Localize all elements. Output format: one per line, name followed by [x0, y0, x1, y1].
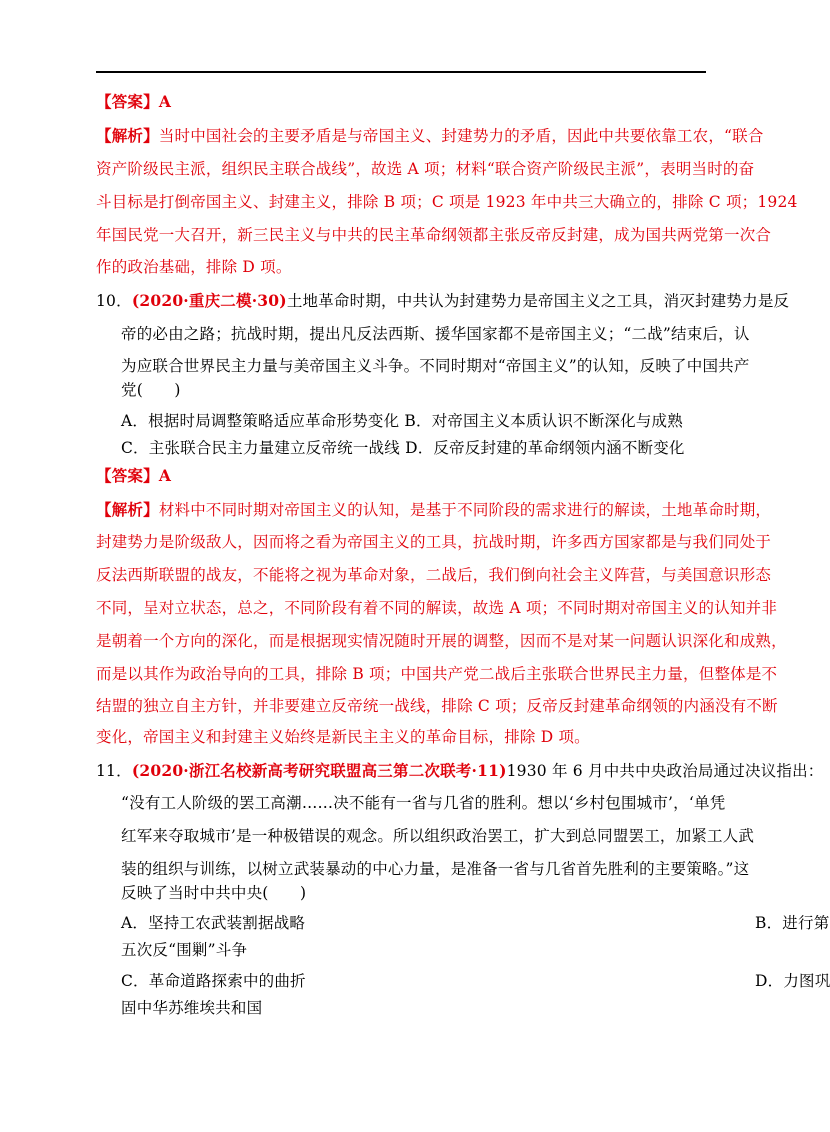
option-c: C．革命道路探索中的曲折: [121, 972, 306, 990]
q11-stem-line: 红军来夺取城市’是一种极错误的观念。所以组织政治罢工，扩大到总同盟罢工，加紧工人武: [121, 827, 755, 845]
q11-stem-line: 11．(2020·浙江名校新高考研究联盟高三第二次联考·11)1930 年 6 月中共中央政治局通过决议指出：: [96, 761, 824, 780]
q10-stem-line: 为应联合世界民主力量与美帝国主义斗争。不同时期对“帝国主义”的认知，反映了中国共产: [121, 357, 750, 375]
question-source: (2020·浙江名校新高考研究联盟高三第二次联考·11): [131, 761, 507, 780]
question-number: 11．: [96, 762, 132, 780]
q11-stem-line: 装的组织与训练，以树立武装暴动的中心力量，是准备一省与几省首先胜利的主要策略。”这: [121, 860, 750, 878]
option-a: A．坚持工农武装割据战略: [121, 914, 306, 932]
q10-analysis-line: 而是以其作为政治导向的工具，排除 B 项；中国共产党二战后主张联合世界民主力量，但整体是不: [96, 665, 778, 683]
q11-stem-line: 反映了当时中共中央( ): [121, 884, 307, 902]
q10-stem-line: 帝的必由之路；抗战时期，提出凡反法西斯、援华国家都不是帝国主义；“二战”结束后，认: [121, 325, 750, 343]
header-rule: [96, 71, 706, 73]
question-number: 10．: [96, 292, 132, 310]
answer-label: 【答案】: [96, 466, 159, 485]
q10-analysis-line: 是朝着一个方向的深化，而是根据现实情况随时开展的调整，因而不是对某一问题认识深化和成熟，: [96, 632, 787, 650]
option-b: B．进行第: [755, 914, 830, 932]
q11-option-d-cont: 固中华苏维埃共和国: [121, 999, 263, 1017]
q10-options-ab: A．根据时局调整策略适应革命形势变化 B．对帝国主义本质认识不断深化与成熟: [121, 412, 683, 430]
q10-options-cd: C．主张联合民主力量建立反帝统一战线 D．反帝反封建的革命纲领内涵不断变化: [121, 439, 685, 457]
q9-answer: [96, 92, 708, 112]
q11-option-b-cont: 五次反“围剿”斗争: [121, 941, 248, 959]
q9-analysis-line: 斗目标是打倒帝国主义、封建主义，排除 B 项；C 项是 1923 年中共三大确立的，排除 C 项；1924: [96, 193, 798, 211]
q10-analysis-line: 结盟的独立自主方针，并非要建立反帝统一战线，排除 C 项；反帝反封建革命纲领的内涵没有不断: [96, 697, 778, 715]
answer-label: 【答案】: [96, 92, 159, 111]
q10-analysis-line: 【解析】材料中不同时期对帝国主义的认知，是基于不同阶段的需求进行的解读，土地革命时期，: [96, 500, 772, 519]
q9-analysis-line: 年国民党一大召开，新三民主义与中共的民主革命纲领都主张反帝反封建，成为国共两党第一次合: [96, 226, 772, 244]
answer-value: A: [158, 92, 172, 111]
analysis-label: 【解析】: [96, 500, 159, 519]
answer-value: A: [158, 466, 172, 485]
q11-options-cd: [121, 971, 830, 991]
q10-analysis-line: 不同，呈对立状态，总之，不同阶段有着不同的解读，故选 A 项；不同时期对帝国主义的认知并非: [96, 599, 778, 617]
q9-analysis-line: 资产阶级民主派，组织民主联合战线”，故选 A 项；材料“联合资产阶级民主派”，表明当时的奋: [96, 160, 755, 178]
q10-analysis-line: 封建势力是阶级敌人，因而将之看为帝国主义的工具，抗战时期，许多西方国家都是与我们同处于: [96, 533, 772, 551]
q10-analysis-line: 变化，帝国主义和封建主义始终是新民主主义的革命目标，排除 D 项。: [96, 728, 590, 746]
q11-options-ab: [121, 913, 830, 933]
q9-analysis-line: 【解析】当时中国社会的主要矛盾是与帝国主义、封建势力的矛盾，因此中共要依靠工农，“联合: [96, 126, 764, 145]
option-d: D．力图巩: [755, 972, 830, 990]
q11-stem-line: “没有工人阶级的罢工高潮……决不能有一省与几省的胜利。想以‘乡村包围城市’，‘单凭: [121, 794, 726, 812]
q10-answer: [96, 466, 708, 486]
question-source: (2020·重庆二模·30): [131, 291, 287, 310]
analysis-label: 【解析】: [96, 126, 159, 145]
q9-analysis-line: 作的政治基础，排除 D 项。: [96, 258, 292, 276]
q10-stem-line: 10．(2020·重庆二模·30)土地革命时期，中共认为封建势力是帝国主义之工具，消灭封建势力是反: [96, 291, 790, 310]
q10-analysis-line: 反法西斯联盟的战友，不能将之视为革命对象，二战后，我们倒向社会主义阵营，与美国意识形态: [96, 566, 772, 584]
q10-stem-line: 党( ): [121, 381, 181, 399]
